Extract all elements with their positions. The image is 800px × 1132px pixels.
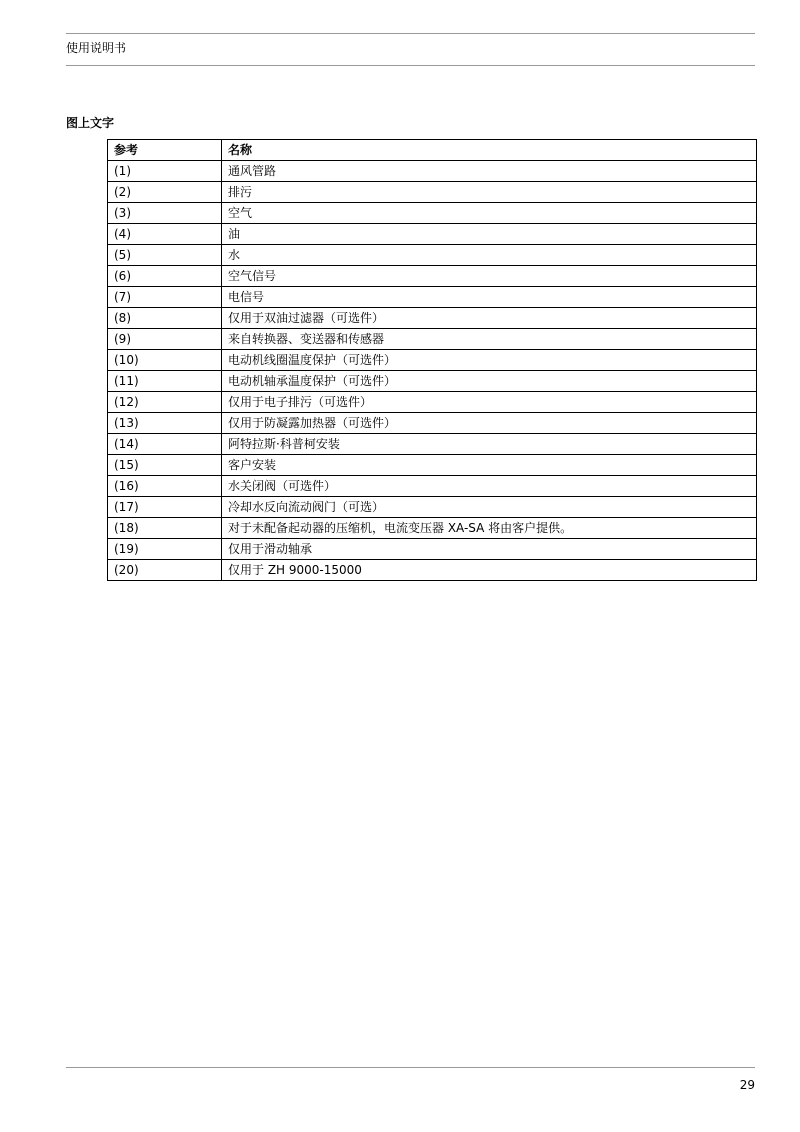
ref-cell: (11) [108, 371, 222, 392]
ref-cell: (16) [108, 476, 222, 497]
column-header-name: 名称 [222, 140, 757, 161]
column-header-ref: 参考 [108, 140, 222, 161]
name-cell: 电信号 [222, 287, 757, 308]
name-cell: 对于未配备起动器的压缩机，电流变压器 XA-SA 将由客户提供。 [222, 518, 757, 539]
header-bottom-divider [66, 65, 755, 66]
name-cell: 水关闭阀（可选件） [222, 476, 757, 497]
table-row [108, 161, 757, 182]
name-cell: 油 [222, 224, 757, 245]
running-header-title: 使用说明书 [66, 41, 127, 55]
name-cell: 仅用于防凝露加热器（可选件） [222, 413, 757, 434]
ref-cell: (10) [108, 350, 222, 371]
table-row [108, 308, 757, 329]
name-cell: 通风管路 [222, 161, 757, 182]
table-row [108, 287, 757, 308]
ref-cell: (3) [108, 203, 222, 224]
name-cell: 仅用于滑动轴承 [222, 539, 757, 560]
table-row [108, 434, 757, 455]
ref-cell: (6) [108, 266, 222, 287]
ref-cell: (8) [108, 308, 222, 329]
table-row [108, 413, 757, 434]
legend-table [107, 139, 757, 581]
table-row [108, 329, 757, 350]
ref-cell: (2) [108, 182, 222, 203]
ref-cell: (12) [108, 392, 222, 413]
name-cell: 来自转换器、变送器和传感器 [222, 329, 757, 350]
ref-cell: (19) [108, 539, 222, 560]
ref-cell: (15) [108, 455, 222, 476]
ref-cell: (1) [108, 161, 222, 182]
ref-cell: (5) [108, 245, 222, 266]
table-row [108, 203, 757, 224]
name-cell: 电动机线圈温度保护（可选件） [222, 350, 757, 371]
footer-divider [66, 1067, 755, 1068]
name-cell: 仅用于 ZH 9000-15000 [222, 560, 757, 581]
page-number: 29 [739, 1078, 755, 1092]
table-header-row [108, 140, 757, 161]
header-top-divider [66, 33, 755, 34]
ref-cell: (9) [108, 329, 222, 350]
ref-cell: (20) [108, 560, 222, 581]
table-row [108, 392, 757, 413]
ref-cell: (4) [108, 224, 222, 245]
table-row [108, 455, 757, 476]
table-row [108, 224, 757, 245]
table-row [108, 476, 757, 497]
table-row [108, 518, 757, 539]
name-cell: 冷却水反向流动阀门（可选） [222, 497, 757, 518]
ref-cell: (7) [108, 287, 222, 308]
table-row [108, 245, 757, 266]
name-cell: 空气信号 [222, 266, 757, 287]
table-row [108, 497, 757, 518]
name-cell: 排污 [222, 182, 757, 203]
ref-cell: (13) [108, 413, 222, 434]
ref-cell: (14) [108, 434, 222, 455]
name-cell: 仅用于电子排污（可选件） [222, 392, 757, 413]
table-row [108, 560, 757, 581]
table-row [108, 182, 757, 203]
name-cell: 仅用于双油过滤器（可选件） [222, 308, 757, 329]
name-cell: 电动机轴承温度保护（可选件） [222, 371, 757, 392]
section-title: 图上文字 [66, 116, 115, 130]
name-cell: 空气 [222, 203, 757, 224]
table-row [108, 350, 757, 371]
name-cell: 客户安装 [222, 455, 757, 476]
table-row [108, 539, 757, 560]
ref-cell: (18) [108, 518, 222, 539]
name-cell: 水 [222, 245, 757, 266]
ref-cell: (17) [108, 497, 222, 518]
table-row [108, 266, 757, 287]
name-cell: 阿特拉斯·科普柯安装 [222, 434, 757, 455]
table-row [108, 371, 757, 392]
